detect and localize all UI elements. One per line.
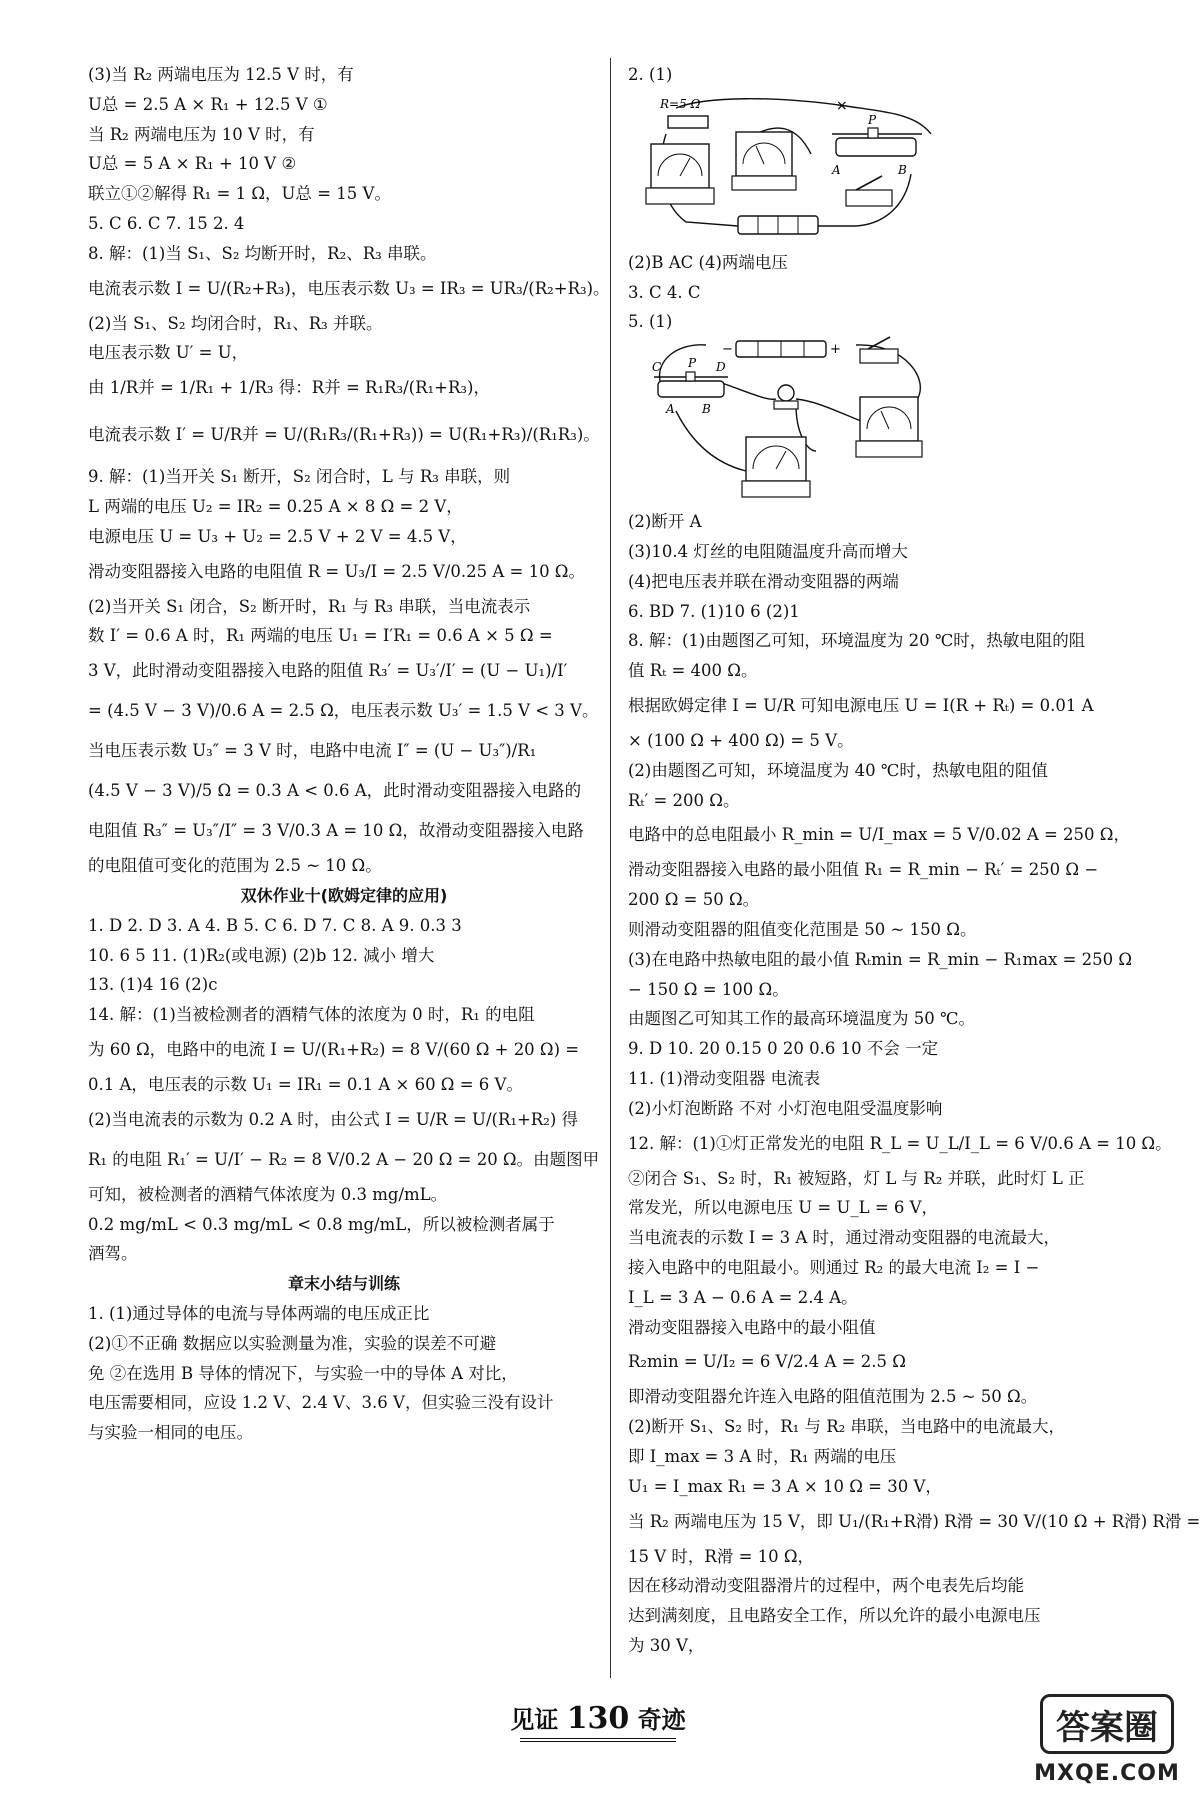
text-line: 10. 6 5 11. (1)R₂(或电源) (2)b 12. 减小 增大: [88, 945, 435, 965]
text-line: 为 30 V，: [628, 1635, 705, 1655]
page-footer: [0, 1700, 1196, 1736]
text-line: 3. C 4. C: [628, 282, 701, 302]
text-line: 电压需要相同，应设 1.2 V、2.4 V、3.6 V，但实验三没有设计: [88, 1393, 554, 1413]
text-line: 为 60 Ω，电路中的电流 I = U/(R₁+R₂) = 8 V/(60 Ω + 20 Ω) =: [88, 1039, 580, 1059]
text-line: (3)在电路中热敏电阻的最小值 Rₜmin = R_min − R₁max = 250 Ω: [628, 949, 1133, 969]
text-line: (2)由题图乙可知，环境温度为 40 ℃时，热敏电阻的阻值: [628, 760, 1048, 780]
text-line: 0.1 A，电压表的示数 U₁ = IR₁ = 0.1 A × 60 Ω = 6 V。: [88, 1074, 523, 1094]
text-line: 酒驾。: [88, 1244, 138, 1264]
text-line: 滑动变阻器接入电路的最小阻值 R₁ = R_min − Rₜ′ = 250 Ω −: [628, 860, 1099, 880]
watermark-site-text: MXQE.COM: [1034, 1761, 1180, 1786]
text-line: 当 R₂ 两端电压为 15 V，即 U₁/(R₁+R滑) R滑 = 30 V/(10 Ω + R滑) R滑 =: [628, 1511, 1200, 1531]
circuit-diagram-1: [646, 94, 946, 242]
battery-plus-label: +: [830, 342, 841, 358]
text-line: 接入电路中的电阻最小。则通过 R₂ 的最大电流 I₂ = I −: [628, 1257, 1040, 1277]
text-line: 12. 解：(1)①灯正常发光的电阻 R_L = U_L/I_L = 6 V/0.6 A = 10 Ω。: [628, 1133, 1172, 1153]
page-number: 130: [566, 1701, 630, 1736]
text-line: R₂min = U/I₂ = 6 V/2.4 A = 2.5 Ω: [628, 1352, 906, 1372]
text-line: × (100 Ω + 400 Ω) = 5 V。: [628, 730, 854, 750]
text-line: 1. (1)通过导体的电流与导体两端的电压成正比: [88, 1303, 430, 1323]
text-line: 的电阻值可变化的范围为 2.5 ~ 10 Ω。: [88, 856, 382, 876]
text-line: − 150 Ω = 100 Ω。: [628, 979, 789, 999]
text-line: U总 = 2.5 A × R₁ + 12.5 V ①: [88, 94, 328, 114]
footer-left-text: 见证: [510, 1705, 559, 1734]
text-line: 由 1/R并 = 1/R₁ + 1/R₃ 得：R并 = R₁R₃/(R₁+R₃)，: [88, 378, 490, 398]
text-line: I_L = 3 A − 0.6 A = 2.4 A。: [628, 1287, 858, 1307]
text-line: 3 V，此时滑动变阻器接入电路的阻值 R₃′ = U₃′/I′ = (U − U₁)/I′: [88, 661, 568, 681]
text-line: 电流表示数 I′ = U/R并 = U/(R₁R₃/(R₁+R₃)) = U(R₁+R₃)/(R₁R₃)。: [88, 425, 600, 445]
text-line: (4)把电压表并联在滑动变阻器的两端: [628, 571, 899, 591]
text-line: 9. D 10. 20 0.15 0 20 0.6 10 不会 一定: [628, 1039, 939, 1059]
footer-rule: [520, 1738, 676, 1742]
text-line: 因在移动滑动变阻器滑片的过程中，两个电表先后均能: [628, 1576, 1024, 1596]
text-line: 电源电压 U = U₃ + U₂ = 2.5 V + 2 V = 4.5 V，: [88, 526, 467, 546]
text-line: (2)断开 S₁、S₂ 时，R₁ 与 R₂ 串联，当电路中的电流最大，: [628, 1417, 1066, 1437]
text-line: 联立①②解得 R₁ = 1 Ω，U总 = 15 V。: [88, 184, 391, 204]
resistor-label: R=5 Ω: [660, 96, 701, 111]
text-line: U总 = 5 A × R₁ + 10 V ②: [88, 154, 297, 174]
text-line: 200 Ω = 50 Ω。: [628, 890, 760, 910]
text-line: 8. 解：(1)由题图乙可知，环境温度为 20 ℃时，热敏电阻的阻: [628, 631, 1086, 651]
left-column: [88, 60, 610, 1448]
text-line: 电阻值 R₃″ = U₃″/I″ = 3 V/0.3 A = 10 Ω，故滑动变阻器接入电路: [88, 821, 584, 841]
circuit-figure-2: [646, 341, 1136, 501]
text-line: 即 I_max = 3 A 时，R₁ 两端的电压: [628, 1446, 897, 1466]
text-line: 5. (1): [628, 312, 673, 332]
text-line: 即滑动变阻器允许连入电路的阻值范围为 2.5 ~ 50 Ω。: [628, 1387, 1038, 1407]
text-line: 0.2 mg/mL < 0.3 mg/mL < 0.8 mg/mL，所以被检测者属于: [88, 1214, 555, 1234]
text-line: 9. 解：(1)当开关 S₁ 断开，S₂ 闭合时，L 与 R₃ 串联，则: [88, 467, 511, 487]
text-line: 滑动变阻器接入电路中的最小阻值: [628, 1317, 876, 1337]
text-line: 数 I′ = 0.6 A 时，R₁ 两端的电压 U₁ = I′R₁ = 0.6 A × 5 Ω =: [88, 626, 553, 646]
section-heading: 章末小结与训练: [287, 1274, 400, 1294]
text-line: 15 V 时，R滑 = 10 Ω，: [628, 1546, 815, 1566]
circuit-diagram-2: [646, 341, 946, 501]
text-line: Rₜ′ = 200 Ω。: [628, 790, 740, 810]
text-line: 14. 解：(1)当被检测者的酒精气体的浓度为 0 时，R₁ 的电阻: [88, 1005, 535, 1025]
text-line: 值 Rₜ = 400 Ω。: [628, 661, 758, 681]
terminal-d-label: D: [716, 360, 726, 375]
text-line: 当电流表的示数 I = 3 A 时，通过滑动变阻器的电流最大，: [628, 1228, 1060, 1248]
text-line: 达到满刻度，且电路安全工作，所以允许的最小电源电压: [628, 1606, 1041, 1626]
text-line: 当电压表示数 U₃″ = 3 V 时，电路中电流 I″ = (U − U₃″)/R₁: [88, 741, 537, 761]
text-line: (2)小灯泡断路 不对 小灯泡电阻受温度影响: [628, 1098, 943, 1118]
text-line: 8. 解：(1)当 S₁、S₂ 均断开时，R₂、R₃ 串联。: [88, 243, 437, 263]
text-line: (2)B AC (4)两端电压: [628, 252, 788, 272]
text-line: L 两端的电压 U₂ = IR₂ = 0.25 A × 8 Ω = 2 V，: [88, 496, 463, 516]
text-line: 则滑动变阻器的阻值变化范围是 50 ~ 150 Ω。: [628, 919, 977, 939]
column-divider: [610, 58, 611, 1678]
text-line: 常发光，所以电源电压 U = U_L = 6 V，: [628, 1198, 939, 1218]
text-line: (2)当电流表的示数为 0.2 A 时，由公式 I = U/R = U/(R₁+R₂) 得: [88, 1109, 579, 1129]
text-line: = (4.5 V − 3 V)/0.6 A = 2.5 Ω，电压表示数 U₃′ = 1.5 V < 3 V。: [88, 701, 599, 721]
text-line: 11. (1)滑动变阻器 电流表: [628, 1068, 821, 1088]
right-column: [628, 60, 1200, 1661]
text-line: 5. C 6. C 7. 15 2. 4: [88, 213, 245, 233]
terminal-b-label: B: [898, 162, 907, 177]
text-line: 由题图乙可知其工作的最高环境温度为 50 ℃。: [628, 1009, 975, 1029]
text-line: 电流表示数 I = U/(R₂+R₃)，电压表示数 U₃ = IR₃ = UR₃/(R₂+R₃)。: [88, 278, 610, 298]
text-line: U₁ = I_max R₁ = 3 A × 10 Ω = 30 V，: [628, 1476, 942, 1496]
text-line: (3)10.4 灯丝的电阻随温度升高而增大: [628, 541, 908, 561]
watermark-box-text: 答案圈: [1040, 1694, 1174, 1754]
text-line: ②闭合 S₁、S₂ 时，R₁ 被短路，灯 L 与 R₂ 并联，此时灯 L 正: [628, 1168, 1085, 1188]
text-line: (4.5 V − 3 V)/5 Ω = 0.3 A < 0.6 A，此时滑动变阻器接入电路的: [88, 781, 582, 801]
text-line: (3)当 R₂ 两端电压为 12.5 V 时，有: [88, 65, 354, 84]
terminal-b-label: B: [702, 402, 711, 417]
slider-p-label: P: [868, 112, 877, 127]
text-line: (2)断开 A: [628, 512, 702, 532]
circuit-figure-1: [646, 94, 1136, 242]
text-line: 可知，被检测者的酒精气体浓度为 0.3 mg/mL。: [88, 1184, 448, 1204]
section-heading: 双休作业十(欧姆定律的应用): [240, 885, 448, 905]
battery-minus-label: −: [722, 342, 733, 358]
cross-mark: ×: [836, 97, 848, 114]
footer-right-text: 奇迹: [637, 1705, 686, 1734]
text-line: 电路中的总电阻最小 R_min = U/I_max = 5 V/0.02 A = 250 Ω，: [628, 825, 1130, 845]
text-line: 根据欧姆定律 I = U/R 可知电源电压 U = I(R + Rₜ) = 0.01 A: [628, 695, 1094, 715]
text-line: 滑动变阻器接入电路的电阻值 R = U₃/I = 2.5 V/0.25 A = 10 Ω。: [88, 561, 585, 581]
text-line: (2)当开关 S₁ 闭合，S₂ 断开时，R₁ 与 R₃ 串联，当电流表示: [88, 596, 531, 616]
terminal-a-label: A: [832, 162, 841, 177]
text-line: R₁ 的电阻 R₁′ = U/I′ − R₂ = 8 V/0.2 A − 20 Ω = 20 Ω。由题图甲: [88, 1149, 600, 1169]
text-line: 免 ②在选用 B 导体的情况下，与实验一中的导体 A 对比，: [88, 1363, 518, 1383]
text-line: (2)当 S₁、S₂ 均闭合时，R₁、R₃ 并联。: [88, 313, 383, 333]
slider-p-label: P: [688, 356, 697, 371]
text-line: 6. BD 7. (1)10 6 (2)1: [628, 601, 800, 621]
terminal-a-label: A: [666, 402, 675, 417]
text-line: 2. (1): [628, 65, 673, 84]
watermark-logo: [1032, 1694, 1182, 1786]
text-line: (2)①不正确 数据应以实验测量为准，实验的误差不可避: [88, 1333, 497, 1353]
text-line: 当 R₂ 两端电压为 10 V 时，有: [88, 124, 315, 144]
text-line: 电压表示数 U′ = U，: [88, 343, 249, 363]
text-line: 1. D 2. D 3. A 4. B 5. C 6. D 7. C 8. A 9. 0.3 3: [88, 915, 462, 935]
terminal-c-label: C: [652, 360, 662, 375]
text-line: 与实验一相同的电压。: [88, 1423, 253, 1443]
text-line: 13. (1)4 16 (2)c: [88, 975, 218, 995]
